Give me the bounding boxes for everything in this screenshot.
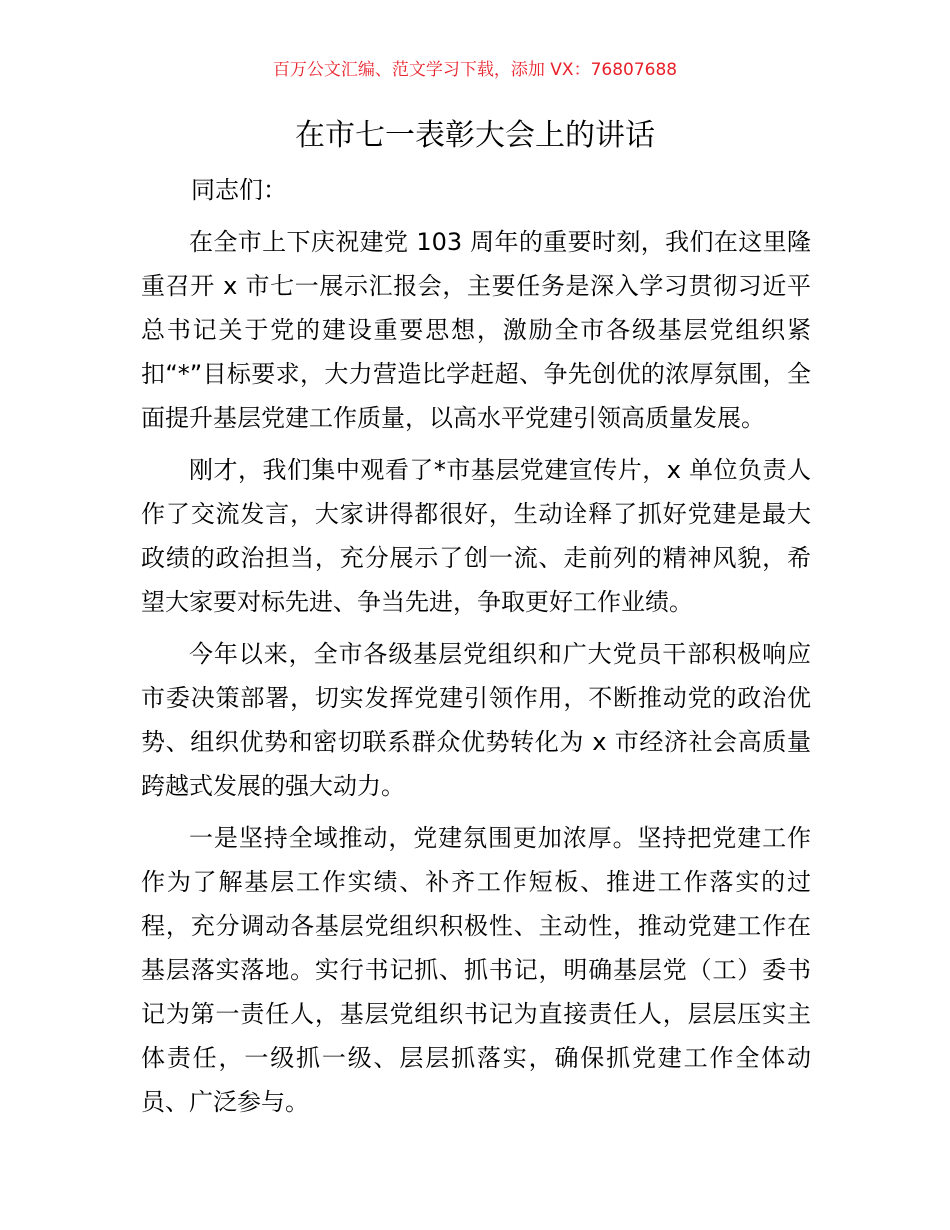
paragraph-4: 一是坚持全域推动，党建氛围更加浓厚。坚持把党建工作作为了解基层工作实绩、补齐工作短板、推进工作落实的过程，充分调动各基层党组织积极性、主动性，推动党建工作在基层落实落地。实行书记抓、抓书记，明确基层党（工）委书记为第一责任人，基层党组织书记为直接责任人，层层压实主体责任，一级抓一级、层层抓落实，确保抓党建工作全体动员、广泛参与。 — [141, 824, 811, 1116]
paragraph-2: 刚才，我们集中观看了*市基层党建宣传片，x 单位负责人作了交流发言，大家讲得都很好，生动诠释了抓好党建是最大政绩的政治担当，充分展示了创一流、走前列的精神风貌，希望大家要对标先进、争当先进，争取更好工作业绩。 — [141, 456, 811, 616]
document-body — [141, 168, 811, 1132]
salutation: 同志们： — [191, 176, 287, 204]
header-banner: 百万公文汇编、范文学习下载，添加 VX：76807688 — [272, 60, 678, 80]
paragraph-3: 今年以来，全市各级基层党组织和广大党员干部积极响应市委决策部署，切实发挥党建引领作用，不断推动党的政治优势、组织优势和密切联系群众优势转化为 x 市经济社会高质量跨越式发展的强大动力。 — [141, 640, 811, 800]
paragraph-1: 在全市上下庆祝建党 103 周年的重要时刻，我们在这里隆重召开 x 市七一展示汇报会，主要任务是深入学习贯彻习近平总书记关于党的建设重要思想，激励全市各级基层党组织紧扣“*”目标要求，大力营造比学赶超、争先创优的浓厚氛围，全面提升基层党建工作质量，以高水平党建引领高质量发展。 — [141, 228, 811, 432]
document-title: 在市七一表彰大会上的讲话 — [295, 118, 655, 153]
